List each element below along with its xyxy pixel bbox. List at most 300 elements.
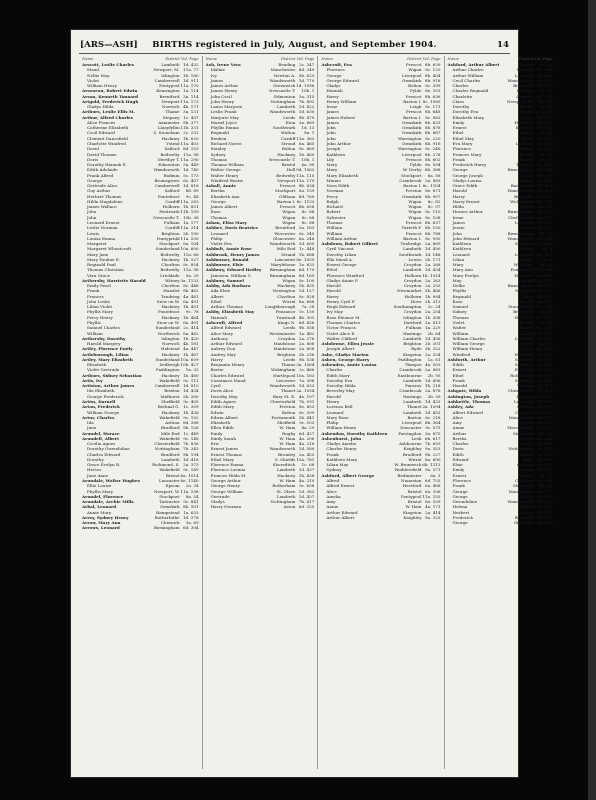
entry-district: Lambeth bbox=[403, 246, 422, 252]
entry-district: Sheffield bbox=[514, 362, 534, 368]
entry-volume-page: 5b. 494 bbox=[536, 162, 553, 168]
entry-volume-page: 1b. 438 bbox=[298, 472, 315, 478]
entry-name: Reginald bbox=[210, 130, 230, 136]
entry-district: W. Ham bbox=[279, 425, 296, 431]
entry-name: Gertrude Alice bbox=[87, 183, 118, 189]
entry-volume-page: 6a. 87 bbox=[539, 151, 553, 157]
entry-volume-page: 6a. 34 bbox=[539, 104, 553, 110]
entry-name: Arthur Charles bbox=[452, 67, 484, 73]
entry-district: Newport, M. bbox=[153, 67, 180, 73]
entry-name: Arundale, Archie Mills bbox=[82, 499, 134, 505]
entry-volume-page: 3b. 322 bbox=[424, 346, 441, 352]
entry-district: Wakefield bbox=[159, 435, 180, 441]
entry-name: Ethel Mary bbox=[210, 456, 234, 462]
entry-volume-page: 9c. 553 bbox=[299, 420, 315, 426]
entry-name: Thomas bbox=[452, 314, 469, 320]
entry-district: Bristol bbox=[519, 320, 534, 326]
entry-volume-page: 2a. 276 bbox=[298, 335, 315, 341]
entry-volume-page: 1a. 482 bbox=[298, 330, 315, 336]
entry-district: Tonbridge bbox=[400, 241, 422, 247]
entry-volume-page: 1d. 664 bbox=[536, 235, 553, 241]
entry-district: Maidstone bbox=[273, 346, 296, 352]
entry-district: Ormskirk bbox=[513, 520, 534, 526]
entry-volume-page: 1d. 633 bbox=[298, 383, 315, 389]
entry-name: Emily bbox=[452, 119, 465, 125]
entry-name: Arundel, Horace bbox=[82, 430, 120, 436]
entry-volume-page: 8c. 1133 bbox=[296, 198, 315, 204]
entry-name: George Frederick bbox=[87, 393, 124, 399]
entry-district: Prescot bbox=[405, 62, 422, 67]
entry-name: Leslie Norman bbox=[87, 225, 118, 231]
entry-volume-page: 1b. 688 bbox=[298, 251, 315, 257]
entry-district: Salford bbox=[518, 472, 534, 478]
entry-district: Leigh bbox=[409, 104, 422, 110]
entry-district: Bristol bbox=[519, 151, 534, 157]
entry-volume-page: 8d. 349 bbox=[298, 67, 315, 73]
entry-district: Lambeth bbox=[403, 267, 422, 273]
entry-district: Barton bbox=[407, 414, 422, 420]
entry-volume-page: 6a. 80 bbox=[539, 62, 553, 67]
entry-district: Lambeth bbox=[514, 72, 534, 78]
entry-district: Wakefield bbox=[159, 414, 180, 420]
entry-volume-page: 8c. 220 bbox=[425, 135, 441, 141]
entry-name: William Charles bbox=[452, 335, 486, 341]
entry-district: Pontypridd bbox=[156, 235, 180, 241]
entry-district: Bristol bbox=[519, 246, 534, 252]
entry-volume-page: 8a. 139 bbox=[298, 188, 315, 194]
entry-district: Bodmin bbox=[163, 172, 180, 178]
entry-district: Hackney bbox=[277, 472, 296, 478]
entry-district: Ecclesall bbox=[514, 367, 534, 373]
entry-district: W. Ham bbox=[279, 441, 296, 447]
entry-name: Philip bbox=[326, 420, 339, 426]
entry-district: Brighton bbox=[403, 341, 422, 347]
entry-district: Pontefract bbox=[158, 309, 180, 315]
entry-name: George bbox=[326, 72, 342, 78]
entry-volume-page: 1d. 383 bbox=[298, 488, 315, 494]
entry-district: Thanet bbox=[518, 109, 534, 115]
entry-district: Prescot bbox=[405, 93, 422, 99]
entry-name: Reginald Paul bbox=[87, 262, 116, 268]
entry-volume-page: 2c. 347 bbox=[299, 62, 315, 67]
entry-volume-page: 1b. 308 bbox=[424, 314, 441, 320]
entry-volume-page: 2a. 1054 bbox=[296, 388, 315, 394]
entry-district: Wigan bbox=[408, 214, 422, 220]
entry-district: Bristol bbox=[519, 204, 534, 210]
entry-volume-page: 6d. 532 bbox=[536, 125, 553, 131]
entry-district: Leek bbox=[411, 435, 422, 441]
entry-volume-page: 1d. 810 bbox=[182, 383, 199, 389]
register-column bbox=[318, 56, 444, 769]
entry-volume-page: 8c. 854 bbox=[183, 262, 199, 268]
entry-volume-page: 1a. 114 bbox=[183, 88, 199, 94]
entry-name: Ethel bbox=[210, 298, 222, 304]
entry-district: Wandsworth bbox=[153, 167, 180, 173]
entry-name: Frances Hilda M. bbox=[210, 472, 247, 478]
entry-district: Camberwell bbox=[154, 383, 180, 389]
entry-district: Birmingham bbox=[507, 209, 534, 215]
entry-volume-page: 1d. 473 bbox=[536, 219, 553, 225]
entry-name: Lily bbox=[326, 156, 335, 162]
entry-district: Holborn bbox=[404, 272, 422, 278]
entry-district: Hackney bbox=[161, 256, 180, 262]
entry-volume-page: 1d. 580 bbox=[298, 446, 315, 452]
entry-name: Dorothy bbox=[87, 456, 104, 462]
entry-name: Ethel May bbox=[452, 135, 474, 141]
entry-name: Helena bbox=[452, 504, 468, 510]
entry-volume-page: 3a. 163 bbox=[298, 225, 315, 231]
entry-district: Pontypool bbox=[159, 83, 180, 89]
entry-name: Ivy bbox=[210, 72, 217, 78]
entry-name: Mary Pauline E. bbox=[87, 256, 121, 262]
entry-district: Stockport bbox=[401, 172, 422, 178]
entry-district: Durham bbox=[516, 393, 534, 399]
entry-district: Bristol bbox=[519, 298, 534, 304]
entry-district: Mile End bbox=[276, 246, 296, 252]
entry-volume-page: 8b. 887 bbox=[424, 130, 441, 136]
entry-name: Florence bbox=[452, 146, 471, 152]
entry-volume-page: 11a. 290 bbox=[180, 156, 199, 162]
entry-name: John Cecil bbox=[210, 93, 232, 99]
entry-volume-page: 5c. 150 bbox=[299, 309, 315, 315]
entry-volume-page: 11a. 310 bbox=[534, 277, 553, 283]
entry-name: Ernest James bbox=[210, 446, 239, 452]
entry-volume-page: 3a. 449 bbox=[183, 162, 199, 168]
page-title: BIRTHS registered in July, August, and September 1904. bbox=[152, 40, 437, 50]
entry-district: Hackney bbox=[161, 304, 180, 310]
entry-name: Edith Adelaide bbox=[87, 167, 118, 173]
entry-district: Croydon bbox=[403, 309, 422, 315]
header-rule bbox=[79, 53, 510, 54]
entry-volume-page: 1d. 13 bbox=[301, 125, 315, 131]
entry-volume-page: 9a. 353 bbox=[425, 446, 441, 452]
entry-district: Liverpool bbox=[401, 72, 422, 78]
entry-district: Westminster bbox=[269, 330, 296, 336]
column-header bbox=[321, 56, 440, 61]
entry-volume-page: 8b. 278 bbox=[424, 151, 441, 157]
entry-volume-page: 8a. 56 bbox=[427, 172, 441, 178]
entry-district: Chorlton bbox=[515, 477, 534, 483]
entry-volume-page: 8a. 48 bbox=[539, 483, 553, 489]
register-entry bbox=[206, 504, 315, 509]
entry-district: Lambeth bbox=[161, 456, 180, 462]
entry-volume-page: 1c. 309 bbox=[183, 404, 199, 410]
entry-district: Oldham bbox=[279, 193, 296, 199]
entry-district: Bristol bbox=[407, 499, 422, 505]
entry-name: Violet Gertrude bbox=[87, 367, 120, 373]
entry-district: Bethnal G. bbox=[157, 404, 180, 410]
entry-name: Ernest bbox=[452, 472, 467, 478]
entry-district: W. Derby bbox=[402, 167, 422, 173]
entry-name: Cyril Vincent bbox=[326, 246, 354, 252]
entry-district: Reading bbox=[278, 62, 296, 67]
entry-name: Ernest Thomas bbox=[210, 451, 242, 457]
entry-district: Aston bbox=[521, 172, 534, 178]
entry-volume-page: 8c. 164 bbox=[537, 435, 553, 441]
entry-district: Wandsworth bbox=[269, 77, 296, 83]
entry-name: Hilda Magdalene bbox=[87, 198, 123, 204]
entry-district: Holborn bbox=[162, 204, 180, 210]
entry-volume-page: 8d. 153 bbox=[182, 146, 199, 152]
entry-district: Cranbrook bbox=[399, 367, 422, 373]
entry-district: Lambeth bbox=[403, 399, 422, 404]
entry-district: Edmonton bbox=[274, 93, 296, 99]
entry-volume-page: 11a. 580 bbox=[534, 267, 553, 273]
entry-name: Ashenhurst, John bbox=[321, 435, 362, 441]
entry-name: Charles bbox=[326, 367, 343, 373]
entry-name: Frederick Harry bbox=[452, 162, 487, 168]
entry-district: Hove bbox=[410, 298, 422, 304]
entry-district: Cardiff bbox=[165, 198, 180, 204]
entry-volume-page: 2a. 373 bbox=[183, 462, 199, 468]
entry-name: Ernest bbox=[452, 125, 467, 131]
entry-volume-page: 8e. 1140 bbox=[180, 477, 199, 483]
entry-name: Joseph Albert bbox=[326, 346, 355, 352]
entry-volume-page: 4a. 197 bbox=[298, 393, 315, 399]
entry-district: Shoreditch bbox=[272, 462, 296, 468]
entry-district: Ormskirk bbox=[401, 140, 422, 146]
entry-name: Ashburner, Ronald bbox=[205, 256, 249, 262]
entry-volume-page: 8c. 246 bbox=[425, 146, 441, 152]
entry-volume-page: 4a. 219 bbox=[298, 477, 315, 483]
entry-volume-page: 6a. 468 bbox=[425, 483, 441, 489]
entry-name: Hector bbox=[87, 467, 102, 473]
entry-name: Harold bbox=[326, 283, 341, 289]
entry-name: Leonard bbox=[210, 230, 228, 236]
entry-volume-page: 2a. 414 bbox=[425, 509, 441, 515]
entry-volume-page: 6d. 325 bbox=[298, 504, 315, 510]
entry-name: Harry bbox=[326, 93, 339, 99]
entry-name: Ernest George bbox=[326, 262, 357, 268]
entry-volume-page: 5a. 20 bbox=[185, 272, 199, 278]
entry-name: Ralph bbox=[326, 198, 339, 204]
entry-name: Richard Norris bbox=[210, 140, 242, 146]
entry-name: Mary Elizabeth bbox=[326, 172, 359, 178]
entry-name: Arthersby, Harriette Harold bbox=[82, 277, 146, 283]
entry-district: Warrington bbox=[397, 146, 422, 152]
entry-volume-page: 1a. 177 bbox=[183, 219, 199, 225]
entry-name: Alfred Ernest bbox=[326, 483, 355, 489]
entry-volume-page: 9c. 658 bbox=[299, 483, 315, 489]
entry-district: Newton A. bbox=[273, 72, 296, 78]
entry-volume-page: 8e. 553 bbox=[425, 88, 441, 94]
entry-district: Aston bbox=[521, 293, 534, 299]
entry-volume-page: 6c. 345 bbox=[299, 230, 315, 236]
entry-district: Bromsgrove bbox=[154, 177, 180, 183]
entry-name: Rose Eleanor M. bbox=[326, 314, 361, 320]
entry-district: Aston bbox=[521, 346, 534, 352]
entry-name: Florence bbox=[326, 67, 345, 73]
entry-district: Gloucester bbox=[272, 235, 296, 241]
entry-volume-page: 8d. 388 bbox=[182, 420, 199, 426]
entry-district: Sheffield bbox=[276, 420, 296, 426]
entry-name: Arthur Edward bbox=[210, 341, 242, 347]
entry-volume-page: 8a. 690 bbox=[425, 456, 441, 462]
entry-volume-page: 1d. 626 bbox=[536, 77, 553, 83]
entry-district: Stockport bbox=[159, 493, 180, 499]
entry-volume-page: 8e. 871 bbox=[425, 188, 441, 194]
entry-district: Cardiff bbox=[518, 330, 534, 336]
entry-name: Elizabeth bbox=[87, 362, 107, 368]
entry-district: Hunslet bbox=[163, 288, 180, 294]
entry-district: Wigan bbox=[282, 214, 296, 220]
entry-name: Kathleen bbox=[452, 241, 472, 247]
entry-volume-page: 6a. 601 bbox=[536, 140, 553, 146]
entry-name: Louisa Emma bbox=[87, 235, 116, 241]
entry-name: John Leslie bbox=[87, 298, 110, 304]
entry-name: Alice Mary bbox=[210, 330, 234, 336]
entry-volume-page: 8b. 924 bbox=[536, 520, 553, 526]
entry-name: Artis, Ivy bbox=[82, 377, 103, 383]
entry-name: Arbal, Leonard bbox=[82, 504, 117, 510]
entry-name: Leonard bbox=[452, 251, 470, 257]
entry-volume-page: 1d. 665 bbox=[298, 241, 315, 247]
entry-name: Arthurs, Sidney Sebastian bbox=[82, 372, 142, 378]
entry-volume-page: 2b. 64 bbox=[427, 330, 441, 336]
entry-district: Oldham bbox=[517, 404, 534, 410]
entry-name: Herbert bbox=[452, 509, 470, 515]
entry-name: Dorothy Hilda bbox=[326, 383, 356, 389]
entry-volume-page: 1d. 434 bbox=[424, 267, 441, 273]
entry-district: Yeovil bbox=[521, 135, 534, 141]
entry-district: Chiswick bbox=[160, 520, 180, 526]
entry-district: Lancaster bbox=[274, 256, 296, 262]
entry-name: Ashan, Eliza Mary bbox=[205, 219, 247, 225]
entry-district: St. Olave bbox=[276, 488, 296, 494]
entry-volume-page: 9a. 371 bbox=[425, 467, 441, 473]
entry-volume-page: 8b. 916 bbox=[424, 140, 441, 146]
entry-district: Sheffield bbox=[514, 377, 534, 383]
entry-district: Hastings bbox=[403, 393, 422, 399]
entry-name: Elizabeth bbox=[210, 420, 231, 426]
entry-name: Henry William bbox=[326, 98, 357, 104]
entry-name: Ada Elsie bbox=[210, 288, 231, 294]
entry-volume-page: 8b. 602 bbox=[424, 156, 441, 162]
entry-name: Walter George bbox=[210, 167, 241, 173]
entry-volume-page: 9c. 393 bbox=[537, 356, 553, 362]
entry-volume-page: 6a. 1014 bbox=[180, 472, 199, 478]
entry-name: Ashcroft, Alfred bbox=[205, 320, 243, 326]
entry-name: James Albert bbox=[210, 204, 238, 210]
entry-volume-page: 11a. 358 bbox=[534, 330, 553, 336]
entry-volume-page: 1d. 432 bbox=[536, 251, 553, 257]
entry-district: Bromley bbox=[278, 451, 296, 457]
entry-volume-page: 6d. 87 bbox=[539, 230, 553, 236]
entry-volume-page: 9c. 219 bbox=[537, 367, 553, 373]
entry-name: Dorothy Eva bbox=[326, 377, 353, 383]
entry-volume-page: 1d. 434 bbox=[182, 388, 199, 394]
entry-district: Cranbrook bbox=[399, 388, 422, 394]
entry-volume-page: 1a. 633 bbox=[298, 262, 315, 268]
entry-district: Merthyr T. bbox=[157, 156, 180, 162]
entry-volume-page: 1a. 33 bbox=[185, 367, 199, 373]
entry-volume-page: 8b. 636 bbox=[424, 93, 441, 99]
entry-volume-page: 8d. 277 bbox=[536, 488, 553, 494]
entry-name: Ellie Louise bbox=[87, 483, 112, 489]
entry-district: Leicester bbox=[514, 399, 534, 404]
entry-volume-page: 6d. 371 bbox=[536, 172, 553, 178]
entry-volume-page: 7a. 28 bbox=[301, 304, 315, 310]
entry-district: Hartlepool bbox=[273, 372, 296, 378]
entry-volume-page: 8a. 688 bbox=[298, 298, 315, 304]
entry-volume-page: 1c. 449 bbox=[183, 430, 199, 436]
entry-name: Anthony bbox=[210, 335, 228, 341]
entry-district: Bedwelty bbox=[276, 172, 296, 178]
entry-district: Doncaster bbox=[400, 425, 422, 431]
entry-name: Ellen Edith bbox=[210, 425, 234, 431]
entry-name: Charles bbox=[452, 441, 469, 447]
entry-district: Islington bbox=[403, 314, 422, 320]
entry-volume-page: 1d. 1096 bbox=[296, 83, 315, 89]
entry-volume-page: 10b. 1 bbox=[301, 88, 315, 94]
entry-volume-page: 8d. 141 bbox=[536, 504, 553, 510]
entry-volume-page: 4a. 461 bbox=[183, 293, 199, 299]
entry-volume-page: 9b. 462 bbox=[182, 288, 199, 294]
entry-district: Tadcaster bbox=[159, 499, 180, 505]
entry-name: Arundell, Albert bbox=[82, 435, 119, 441]
entry-name: Alice bbox=[452, 414, 463, 420]
entry-volume-page: 1b. 160 bbox=[182, 72, 199, 78]
entry-volume-page: 3a. 669 bbox=[298, 119, 315, 125]
entry-name: Mary bbox=[326, 167, 338, 173]
entry-district: Birmingham bbox=[269, 272, 296, 278]
entry-name: Harry Ernest bbox=[452, 198, 480, 204]
entry-name: Lilian Violet bbox=[87, 304, 113, 310]
entry-volume-page: 4b. 171 bbox=[182, 104, 199, 110]
entry-name: Nora Edith bbox=[326, 183, 350, 189]
entry-district: Pentreath bbox=[159, 209, 180, 215]
entry-district: Pancras bbox=[405, 383, 422, 389]
entry-name: Grace Evelyn B. bbox=[87, 462, 121, 468]
entry-district: Nottingham bbox=[270, 98, 296, 104]
entry-volume-page: 6a. 491 bbox=[183, 298, 199, 304]
entry-volume-page: 8b. 388 bbox=[424, 167, 441, 173]
entry-volume-page: 2b. 39 bbox=[427, 393, 441, 399]
entry-name: Violet bbox=[452, 320, 465, 326]
entry-volume-page: 9c. 78 bbox=[185, 309, 199, 315]
entry-district: Fylde bbox=[410, 162, 422, 168]
entry-name: Leonard Ernest bbox=[87, 219, 120, 225]
entry-name: Ida Elizabeth bbox=[87, 388, 115, 394]
entry-volume-page: 10a. 341 bbox=[534, 393, 553, 399]
entry-volume-page: 6a. 62 bbox=[539, 204, 553, 210]
entry-name: Mary Jane bbox=[87, 251, 109, 257]
entry-volume-page: 8a. 1 bbox=[304, 130, 315, 136]
entry-district: W. Ham bbox=[279, 477, 296, 483]
entry-volume-page: 11a. 171 bbox=[534, 288, 553, 294]
entry-volume-page: 7b. 343 bbox=[182, 446, 199, 452]
entry-district: Bradford bbox=[514, 514, 534, 520]
entry-district: Newington bbox=[272, 288, 296, 294]
entry-district: Ormskirk bbox=[401, 130, 422, 136]
entry-volume-page: 1d. 418 bbox=[182, 456, 199, 462]
entry-volume-page: 2a. 883 bbox=[425, 367, 441, 373]
column-header-district: District bbox=[165, 56, 180, 61]
entry-name: Arseneau, Robert Edwin bbox=[82, 88, 138, 94]
page-header bbox=[80, 38, 509, 52]
entry-district: Brentford bbox=[513, 309, 534, 315]
entry-district: Salford bbox=[164, 146, 180, 152]
entry-volume-page: 2a. 806 bbox=[298, 341, 315, 347]
entry-name: James Arthur bbox=[210, 83, 239, 89]
entry-name: Lilian bbox=[452, 256, 465, 262]
entry-volume-page: 10b. 1 bbox=[301, 156, 315, 162]
entry-volume-page: 6a. 547 bbox=[536, 214, 553, 220]
entry-name: Edith bbox=[452, 451, 464, 457]
entry-volume-page: 6d. 328 bbox=[536, 293, 553, 299]
entry-name: Charles Edward bbox=[87, 451, 121, 457]
entry-volume-page: 1b. 527 bbox=[182, 256, 199, 262]
